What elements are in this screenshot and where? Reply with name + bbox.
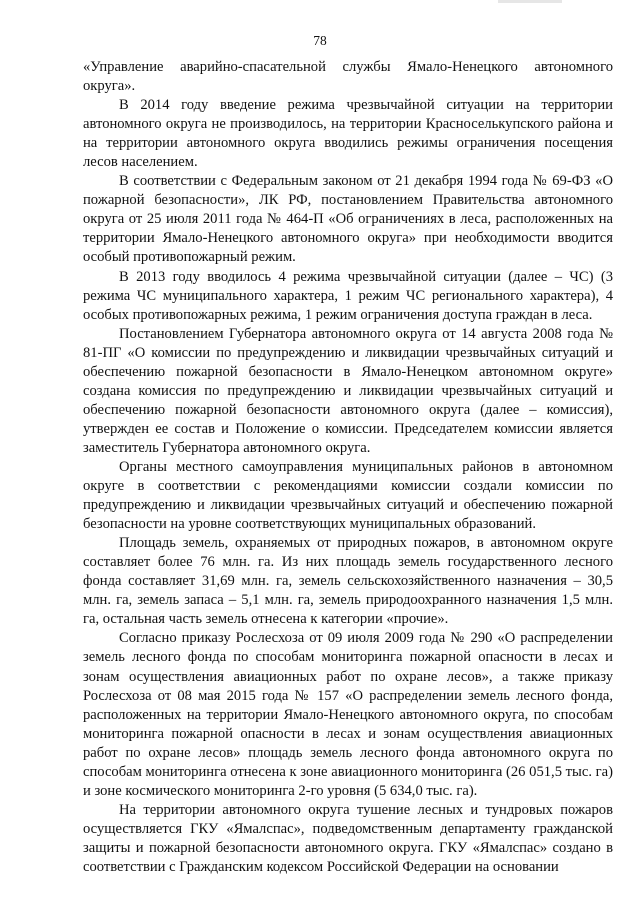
paragraph-5: Постановлением Губернатора автономного округа от 14 августа 2008 года № 81-ПГ «О комиссии по предупреждению и ликвидации чрезвычайных ситуаций и обеспечению пожарной безопасности в Ямало-Ненецком автономном округе» создана комиссия по предупреждению и ликвидации чрезвычайных ситуаций и обеспечению пожарной безопасности автономного округа (далее – комиссия), утвержден ее состав и Положение о комиссии. Председателем комиссии является заместитель Губернатора автономного округа. <box>83 325 613 456</box>
paragraph-2: В 2014 году введение режима чрезвычайной ситуации на территории автономного округа не производилось, на территории Красноселькупского района и на территории автономного округа вводились режимы ограничения посещения лесов населением. <box>83 97 613 171</box>
scan-mark <box>498 0 562 3</box>
paragraph-3: В соответствии с Федеральным законом от 21 декабря 1994 года № 69-ФЗ «О пожарной безопасности», ЛК РФ, постановлением Правительства автономного округа от 25 июля 2011 года № 464-П «Об ограничениях в леса, расположенных на территории Ямало-Ненецкого автономного округа» при необходимости вводится особый противопожарный режим. <box>83 173 613 266</box>
paragraph-4: В 2013 году вводилось 4 режима чрезвычайной ситуации (далее – ЧС) (3 режима ЧС муниципального характера, 1 режим ЧС регионального характера), 4 особых противопожарных режима, 1 режим ограничения доступа граждан в леса. <box>83 268 613 323</box>
paragraph-6: Органы местного самоуправления муниципальных районов в автономном округе в соответствии с рекомендациями комиссии создали комиссии по предупреждению и ликвидации чрезвычайных ситуаций и обеспечению пожарной безопасности на уровне соответствующих муниципальных образований. <box>83 458 613 533</box>
document-body <box>83 58 613 877</box>
paragraph-8: Согласно приказу Рослесхоза от 09 июля 2009 года № 290 «О распределении земель лесного фонда по способам мониторинга пожарной опасности в лесах и зонам осуществления авиационных работ по охране лесов», а также приказу Рослесхоза от 08 мая 2015 года № 157 «О распределении земель лесного фонда, расположенных на территории Ямало-Ненецкого автономного округа, по способам мониторинга пожарной опасности в лесах и зонам осуществления авиационных работ по охране лесов» площадь земель лесного фонда автономного округа по способам мониторинга отнесена к зоне авиационного мониторинга (26 051,5 тыс. га) и зоне космического мониторинга 2-го уровня (5 634,0 тыс. га). <box>83 630 613 799</box>
paragraph-7: Площадь земель, охраняемых от природных пожаров, в автономном округе составляет более 76 млн. га. Из них площадь земель государственного лесного фонда составляет 31,69 млн. га, земель сельскохозяйственного назначения – 30,5 млн. га, земель запаса – 5,1 млн. га, земель природоохранного назначения 1,5 млн. га, остальная часть земель отнесена к категории «прочие». <box>83 535 613 628</box>
paragraph-1: «Управление аварийно-спасательной службы Ямало-Ненецкого автономного округа». <box>83 59 613 95</box>
paragraph-9: На территории автономного округа тушение лесных и тундровых пожаров осуществляется ГКУ «Ямалспас», подведомственным департаменту гражданской защиты и пожарной безопасности автономного округа. ГКУ «Ямалспас» создано в соответствии с Гражданским кодексом Российской Федерации на основании <box>83 801 613 875</box>
page-number: 78 <box>313 33 327 48</box>
